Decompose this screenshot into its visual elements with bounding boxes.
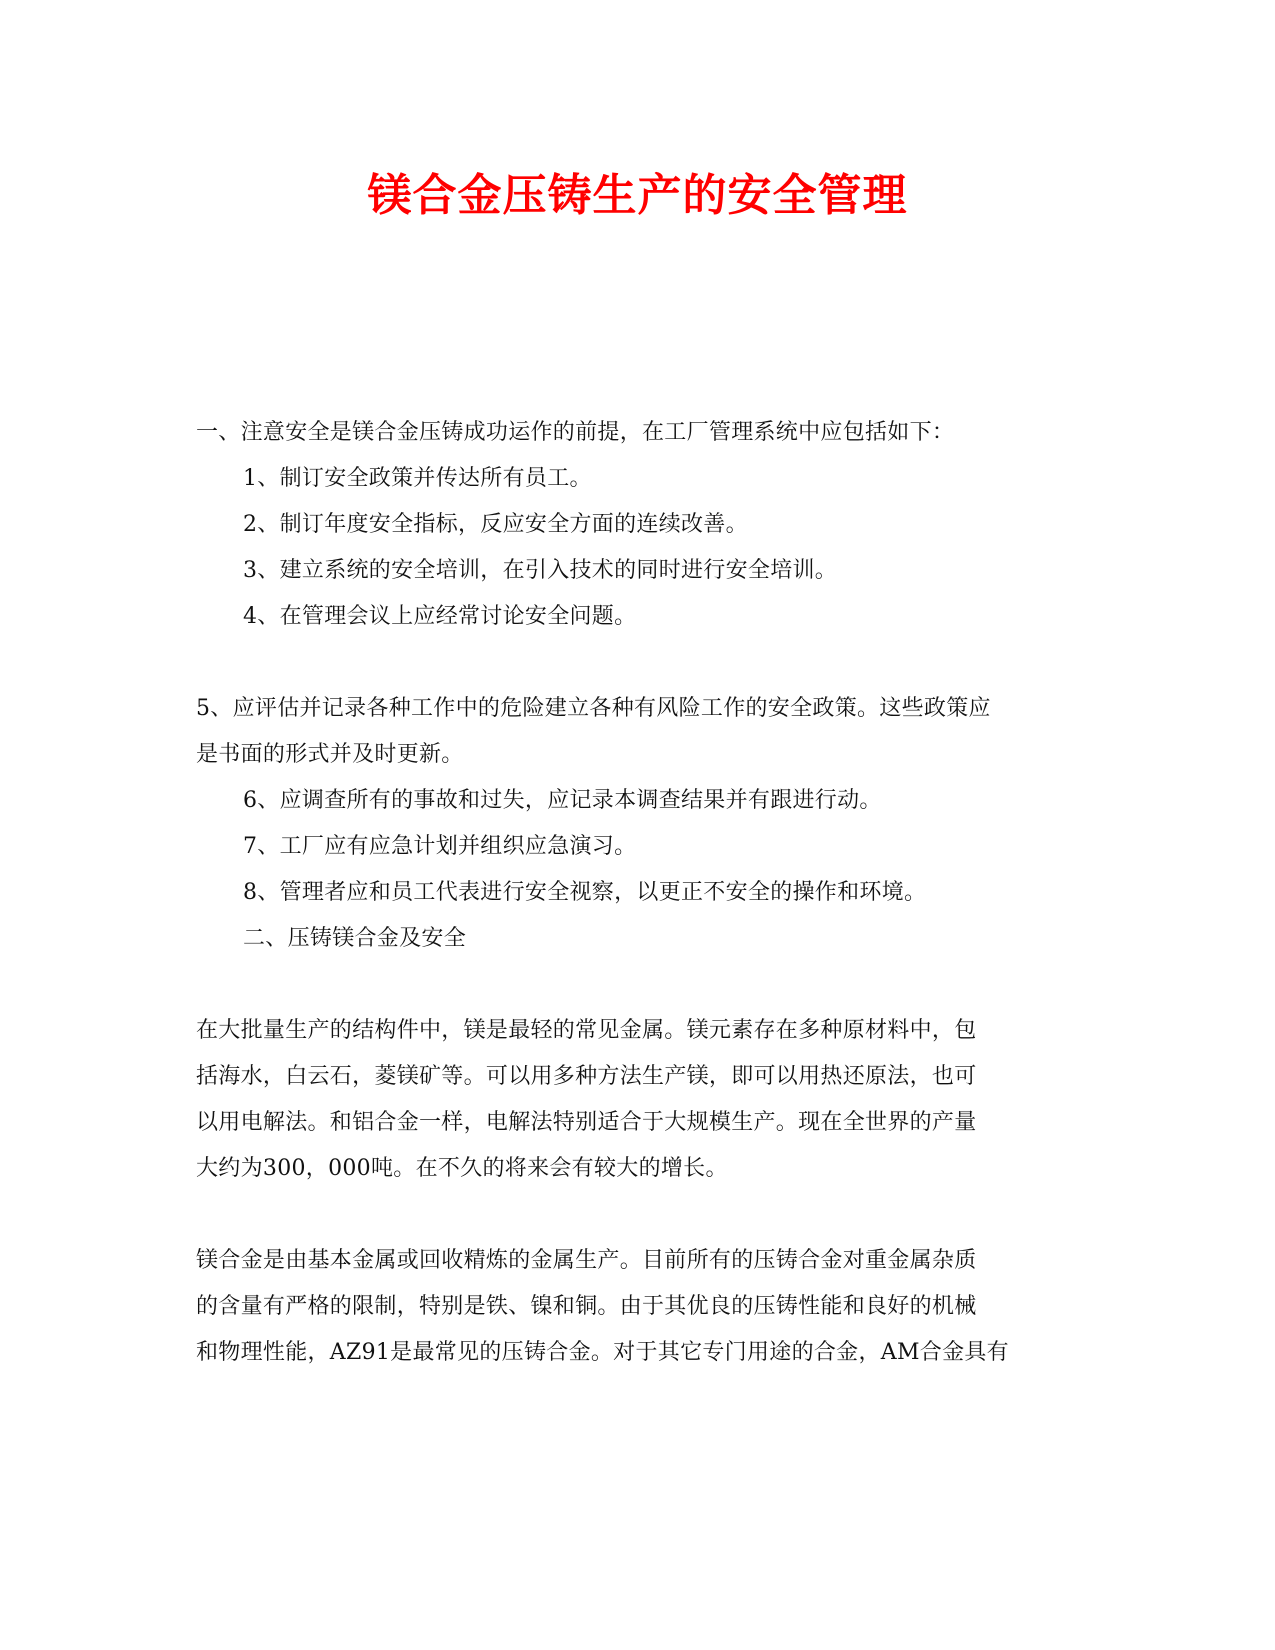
list-item-8: 8、管理者应和员工代表进行安全视察，以更正不安全的操作和环境。 — [243, 880, 927, 905]
list-item-5-line-2: 是书面的形式并及时更新。 — [196, 742, 464, 767]
paragraph-2-line-2: 的含量有严格的限制，特别是铁、镍和铜。由于其优良的压铸性能和良好的机械 — [196, 1294, 977, 1319]
document-title: 镁合金压铸生产的安全管理 — [367, 170, 908, 221]
paragraph-1-line-3: 以用电解法。和铝合金一样，电解法特别适合于大规模生产。现在全世界的产量 — [196, 1110, 977, 1135]
list-item-1: 1、制订安全政策并传达所有员工。 — [243, 466, 592, 491]
paragraph-1-line-2: 括海水，白云石，菱镁矿等。可以用多种方法生产镁，即可以用热还原法，也可 — [196, 1064, 977, 1089]
list-item-2: 2、制订年度安全指标，反应安全方面的连续改善。 — [243, 512, 748, 537]
paragraph-1-line-4: 大约为300，000吨。在不久的将来会有较大的增长。 — [196, 1156, 728, 1181]
list-item-7: 7、工厂应有应急计划并组织应急演习。 — [243, 834, 637, 859]
paragraph-2-line-1: 镁合金是由基本金属或回收精炼的金属生产。目前所有的压铸合金对重金属杂质 — [196, 1248, 977, 1273]
section2-heading: 二、压铸镁合金及安全 — [243, 926, 467, 951]
list-item-4: 4、在管理会议上应经常讨论安全问题。 — [243, 604, 637, 629]
section1-heading: 一、注意安全是镁合金压铸成功运作的前提，在工厂管理系统中应包括如下： — [196, 420, 955, 445]
list-item-6: 6、应调查所有的事故和过失，应记录本调查结果并有跟进行动。 — [243, 788, 882, 813]
paragraph-1-line-1: 在大批量生产的结构件中，镁是最轻的常见金属。镁元素存在多种原材料中，包 — [196, 1018, 977, 1043]
list-item-5-line-1: 5、应评估并记录各种工作中的危险建立各种有风险工作的安全政策。这些政策应 — [196, 696, 991, 721]
list-item-3: 3、建立系统的安全培训，在引入技术的同时进行安全培训。 — [243, 558, 838, 583]
paragraph-2-line-3: 和物理性能，AZ91是最常见的压铸合金。对于其它专门用途的合金，AM合金具有 — [196, 1340, 1009, 1365]
